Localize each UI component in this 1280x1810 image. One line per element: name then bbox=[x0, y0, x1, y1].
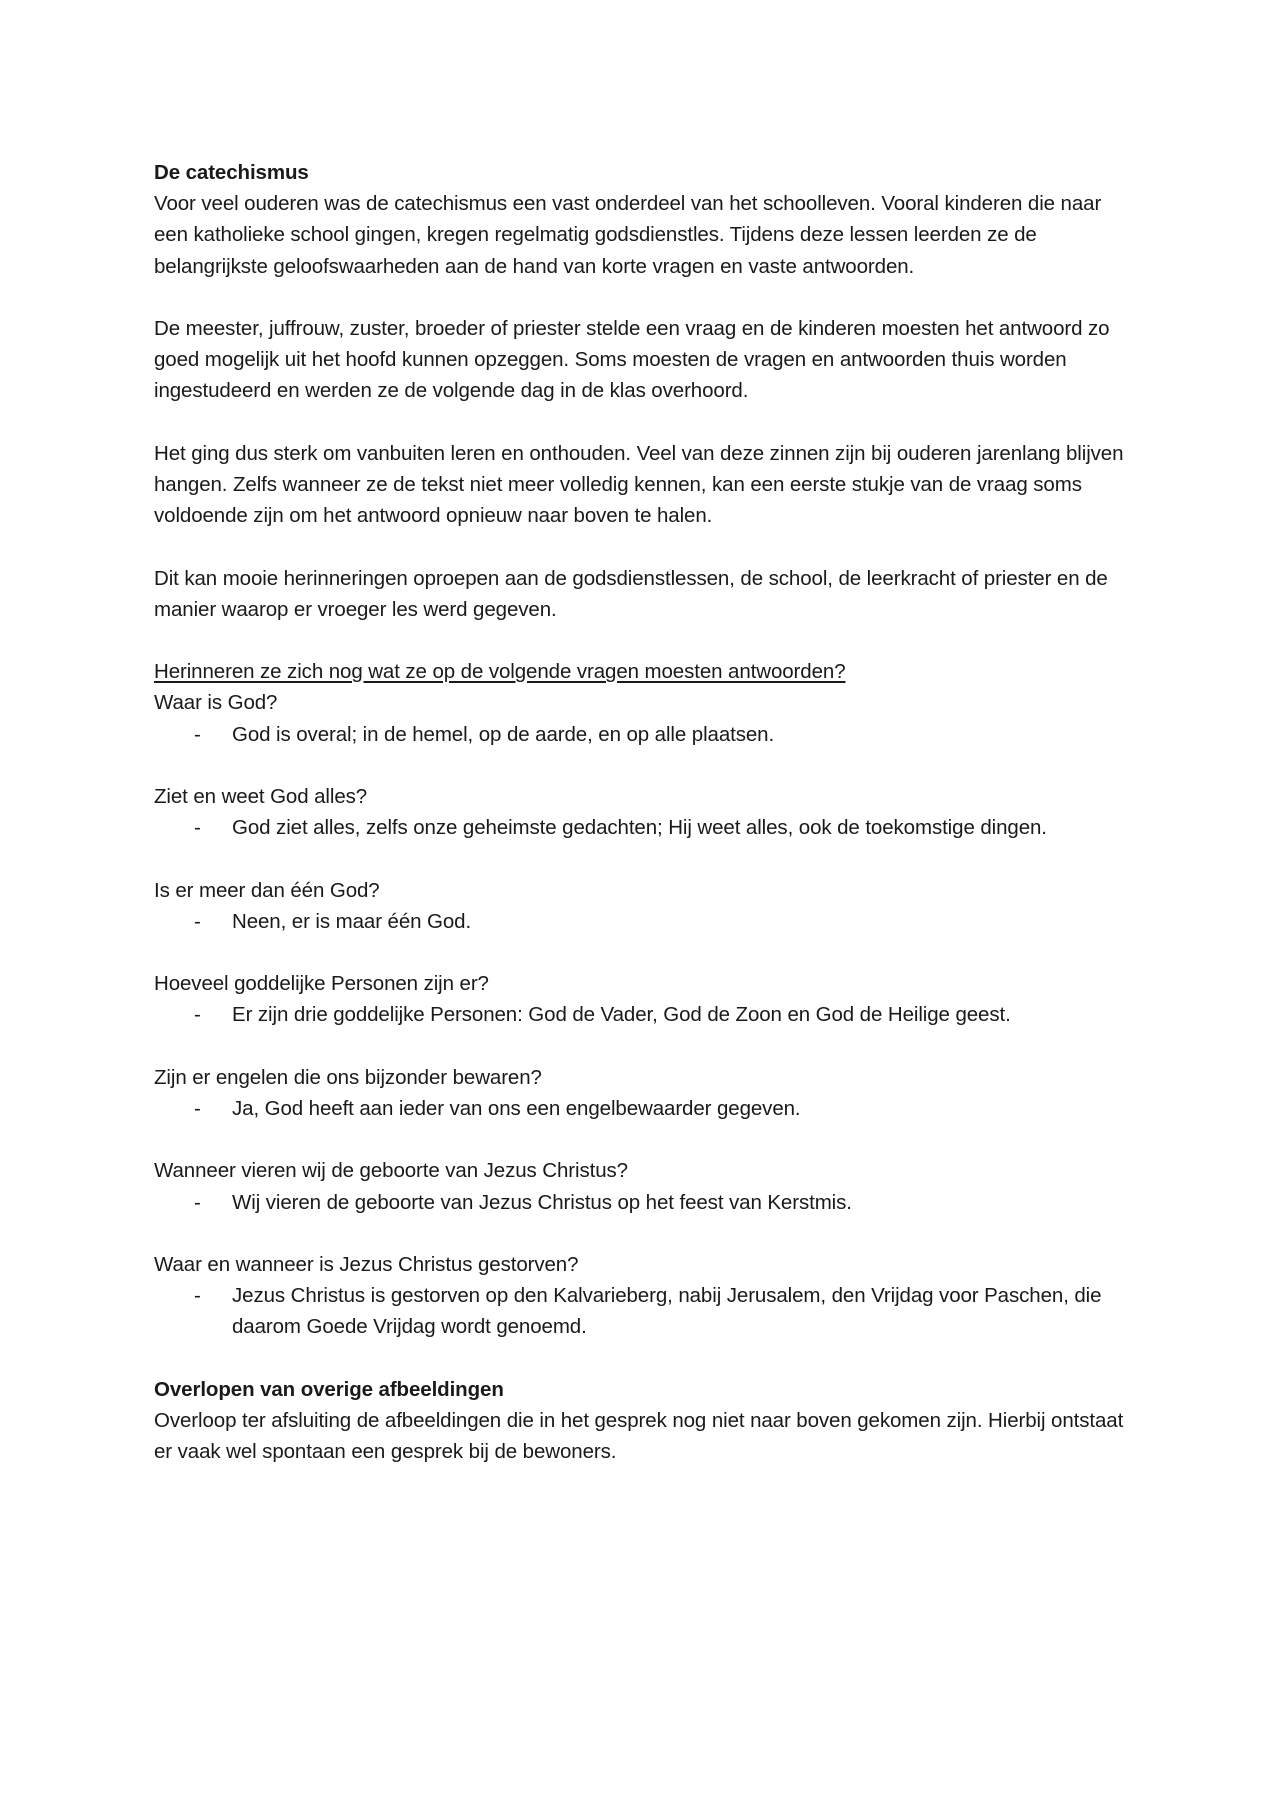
qa-answer-text: Er zijn drie goddelijke Personen: God de Vader, God de Zoon en God de Heilige geest. bbox=[232, 1003, 1011, 1027]
qa-answer-text: Ja, God heeft aan ieder van ons een engelbewaarder gegeven. bbox=[232, 1096, 801, 1120]
memory-paragraph: Het ging dus sterk om vanbuiten leren en onthouden. Veel van deze zinnen zijn bij ouderen jarenlang blijven hangen. Zelfs wanneer ze de tekst niet meer volledig kennen, kan een eerste stukje van de vraag soms voldoende zijn om het antwoord opnieuw naar boven te halen. bbox=[154, 441, 1124, 528]
qa-item bbox=[154, 968, 1130, 1030]
qa-item bbox=[154, 1062, 1130, 1124]
qa-list bbox=[154, 687, 1130, 1373]
qa-question: Is er meer dan één God? bbox=[154, 878, 380, 902]
qa-answer bbox=[154, 1093, 1130, 1124]
paragraph-spacer bbox=[154, 843, 1130, 874]
qa-item bbox=[154, 687, 1130, 749]
method-paragraph: De meester, juffrouw, zuster, broeder of priester stelde een vraag en de kinderen moesten het antwoord zo goed mogelijk uit het hoofd kunnen opzeggen. Soms moesten de vragen en antwoorden thuis worden ingestudeerd en werden ze de volgende dag in de klas overhoord. bbox=[154, 317, 1110, 403]
paragraph-spacer bbox=[154, 1124, 1130, 1155]
qa-answer-text: Jezus Christus is gestorven op den Kalvarieberg, nabij Jerusalem, den Vrijdag voor Paschen, die daarom Goede Vrijdag wordt genoemd. bbox=[232, 1284, 1102, 1339]
dash-bullet: - bbox=[194, 1003, 201, 1027]
closing-paragraph: Overloop ter afsluiting de afbeeldingen die in het gesprek nog niet naar boven gekomen zijn. Hierbij ontstaat er vaak wel spontaan een gesprek bij de bewoners. bbox=[154, 1408, 1124, 1464]
qa-answer-text: Wij vieren de geboorte van Jezus Christus op het feest van Kerstmis. bbox=[232, 1190, 852, 1214]
dash-bullet: - bbox=[194, 816, 201, 840]
intro-paragraph: Voor veel ouderen was de catechismus een vast onderdeel van het schoolleven. Vooral kinderen die naar een katholieke school gingen, kregen regelmatig godsdienstles. Tijdens deze lessen leerden ze de belangrijkste geloofswaarheden aan de hand van korte vragen en vaste antwoorden. bbox=[154, 192, 1102, 278]
section-title-afbeeldingen: Overlopen van overige afbeeldingen bbox=[154, 1377, 504, 1401]
paragraph-spacer bbox=[154, 1343, 1130, 1374]
qa-answer bbox=[154, 906, 1130, 937]
qa-item bbox=[154, 781, 1130, 843]
paragraph-spacer bbox=[154, 1031, 1130, 1062]
qa-answer-text: God ziet alles, zelfs onze geheimste gedachten; Hij weet alles, ook de toekomstige dingen. bbox=[232, 816, 1047, 840]
qa-answer bbox=[154, 719, 1130, 750]
paragraph-spacer bbox=[154, 282, 1130, 313]
qa-question: Hoeveel goddelijke Personen zijn er? bbox=[154, 972, 489, 996]
dash-bullet: - bbox=[194, 1096, 201, 1120]
dash-bullet: - bbox=[194, 909, 201, 933]
qa-question: Ziet en weet God alles? bbox=[154, 784, 368, 808]
qa-item bbox=[154, 1155, 1130, 1217]
qa-answer bbox=[154, 1187, 1130, 1218]
qa-answer bbox=[154, 812, 1130, 843]
qa-question: Wanneer vieren wij de geboorte van Jezus Christus? bbox=[154, 1159, 628, 1183]
paragraph-spacer bbox=[154, 407, 1130, 438]
dash-bullet: - bbox=[194, 1284, 201, 1308]
dash-bullet: - bbox=[194, 722, 201, 746]
qa-question: Waar is God? bbox=[154, 691, 278, 715]
qa-item bbox=[154, 875, 1130, 937]
dash-bullet: - bbox=[194, 1190, 201, 1214]
qa-item bbox=[154, 1249, 1130, 1343]
qa-answer-text: Neen, er is maar één God. bbox=[232, 909, 472, 933]
paragraph-spacer bbox=[154, 750, 1130, 781]
section-title-catechismus: De catechismus bbox=[154, 161, 309, 184]
qa-question: Waar en wanneer is Jezus Christus gestorven? bbox=[154, 1252, 579, 1276]
qa-answer-text: God is overal; in de hemel, op de aarde, en op alle plaatsen. bbox=[232, 722, 775, 746]
paragraph-spacer bbox=[154, 625, 1130, 656]
qa-intro: Herinneren ze zich nog wat ze op de volgende vragen moesten antwoorden? bbox=[154, 660, 846, 684]
paragraph-spacer bbox=[154, 1218, 1130, 1249]
qa-answer bbox=[154, 1280, 1130, 1342]
qa-question: Zijn er engelen die ons bijzonder bewaren? bbox=[154, 1065, 542, 1089]
reminiscence-paragraph: Dit kan mooie herinneringen oproepen aan de godsdienstlessen, de school, de leerkracht of priester en de manier waarop er vroeger les werd gegeven. bbox=[154, 566, 1108, 621]
paragraph-spacer bbox=[154, 531, 1130, 562]
paragraph-spacer bbox=[154, 937, 1130, 968]
qa-answer bbox=[154, 999, 1130, 1030]
